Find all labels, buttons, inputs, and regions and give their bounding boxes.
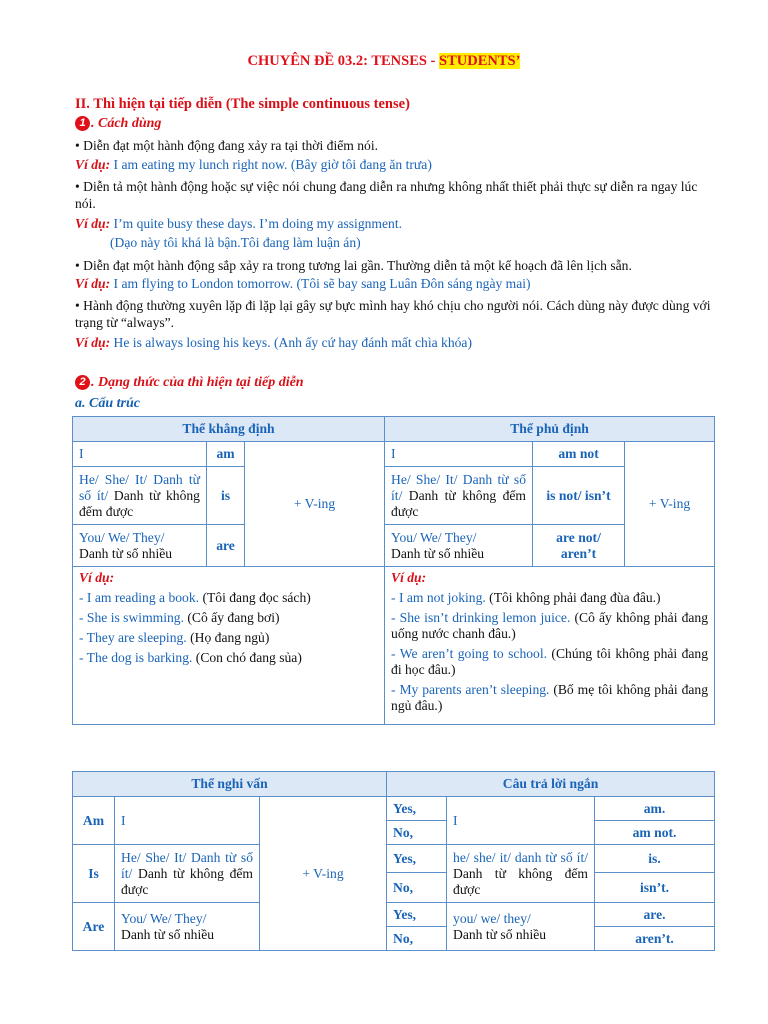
example-2-translation: (Dạo này tôi khá là bận.Tôi đang làm luận án) <box>110 235 361 250</box>
title-prefix: CHUYÊN ĐỀ 03.2: TENSES - <box>247 53 440 69</box>
example-en: - We aren’t going to school. <box>391 646 548 661</box>
header-affirmative: Thể khẳng định <box>73 417 385 442</box>
aff-example <box>79 630 378 646</box>
subject-black: Danh từ không đếm được <box>453 865 589 897</box>
yes-verb: are. <box>595 903 715 927</box>
subject-blue: He/ She/ It/ Danh từ số ít/ <box>391 471 527 503</box>
form-heading <box>75 375 304 391</box>
neg-verb: is not/ isn’t <box>533 467 625 525</box>
neg-verb: are not/ aren’t <box>533 525 625 567</box>
neg-verb: am not <box>533 442 625 467</box>
subject-blue: He/ She/ It/ Danh từ số ít/ <box>79 471 200 503</box>
subject-blue: I <box>453 812 458 828</box>
subject-blue: you/ we/ they/ <box>453 910 531 926</box>
aff-example <box>79 590 378 606</box>
a-subject <box>447 903 595 951</box>
q-ving: + V-ing <box>260 797 387 951</box>
example-text: I am flying to London tomorrow. (Tôi sẽ bay sang Luân Đôn sáng ngày mai) <box>110 276 531 291</box>
subject-blue: I <box>391 446 396 461</box>
subject-blue: He/ She/ It/ Danh từ số ít/ <box>121 849 253 881</box>
neg-example <box>391 646 708 678</box>
subject-black: Danh từ số nhiều <box>121 926 215 942</box>
yes-label: Yes, <box>387 903 447 927</box>
example-vi: (Cô ấy đang bơi) <box>183 610 280 625</box>
aff-verb: is <box>207 467 245 525</box>
aff-verb: are <box>207 525 245 567</box>
example-1 <box>75 157 715 173</box>
bullet-3: • Diễn đạt một hành động sắp xảy ra trong tương lai gần. Thường diễn tả một kế hoạch đã lên lịch sẵn. <box>75 258 632 273</box>
aff-examples <box>73 567 385 725</box>
q-aux: Are <box>73 903 115 951</box>
neg-subject <box>385 442 533 467</box>
example-text: I’m quite busy these days. I’m doing my assignment. <box>110 216 402 231</box>
example-en: - I am not joking. <box>391 590 486 605</box>
aff-subject <box>73 467 207 525</box>
subject-blue: You/ We/ They/ <box>79 529 165 545</box>
example-text: He is always losing his keys. (Anh ấy cứ hay đánh mất chìa khóa) <box>110 335 472 350</box>
structure-table <box>72 416 715 725</box>
subject-blue: he/ she/ it/ danh từ số ít/ <box>453 849 589 865</box>
aff-subject <box>73 442 207 467</box>
example-3 <box>75 276 715 292</box>
subject-black: Danh từ không đếm được <box>121 865 253 897</box>
example-2 <box>75 216 715 232</box>
structure-heading: a. Cấu trúc <box>75 396 140 411</box>
example-vi: (Bố mẹ tôi không phải đang ngủ đâu.) <box>391 682 709 713</box>
q-subject <box>115 845 260 903</box>
yes-label: Yes, <box>387 797 447 821</box>
subject-black: Danh từ không đếm được <box>79 487 200 519</box>
example-label: Ví dụ: <box>75 276 111 291</box>
usage-heading-label: . Cách dùng <box>91 116 162 131</box>
subject-black: Danh từ số nhiều <box>391 545 485 561</box>
a-subject <box>447 797 595 845</box>
example-en: - She isn’t drinking lemon juice. <box>391 610 571 625</box>
subject-black: Danh từ không đếm được <box>391 487 527 519</box>
example-en: - She is swimming. <box>79 610 184 625</box>
bullet-2: • Diễn tả một hành động hoặc sự việc nói chung đang diễn ra nhưng không nhất thiết phải thực sự diễn ra ngay lúc nói. <box>75 179 698 211</box>
header-negative: Thể phủ định <box>385 417 715 442</box>
form-heading-label: . Dạng thức của thì hiện tại tiếp diễn <box>91 375 304 390</box>
document-title <box>0 53 768 70</box>
example-label: Ví dụ: <box>75 157 111 172</box>
example-vi: (Tôi không phải đang đùa đâu.) <box>485 590 661 605</box>
yes-label: Yes, <box>387 845 447 873</box>
subject-blue: I <box>79 446 84 461</box>
yes-verb: is. <box>595 845 715 873</box>
no-verb: isn’t. <box>595 873 715 903</box>
example-en: - The dog is barking. <box>79 650 193 665</box>
q-aux: Am <box>73 797 115 845</box>
example-label: Ví dụ: <box>79 570 115 585</box>
subject-black: Danh từ số nhiều <box>79 545 173 561</box>
example-label: Ví dụ: <box>391 570 427 585</box>
neg-subject <box>385 467 533 525</box>
neg-subject <box>385 525 533 567</box>
aff-example <box>79 610 378 626</box>
neg-examples <box>385 567 715 725</box>
example-en: - They are sleeping. <box>79 630 187 645</box>
example-vi: (Con chó đang sủa) <box>192 650 302 665</box>
q-aux: Is <box>73 845 115 903</box>
example-4 <box>75 335 715 351</box>
neg-example <box>391 610 708 642</box>
neg-example <box>391 590 708 606</box>
neg-example <box>391 682 708 714</box>
a-subject <box>447 845 595 903</box>
number-two-icon: 2 <box>75 375 90 390</box>
number-one-icon: 1 <box>75 116 90 131</box>
no-verb: aren’t. <box>595 927 715 951</box>
aff-subject <box>73 525 207 567</box>
no-label: No, <box>387 873 447 903</box>
bullet-1: • Diễn đạt một hành động đang xảy ra tại thời điểm nói. <box>75 138 379 153</box>
q-subject <box>115 903 260 951</box>
neg-ving: + V-ing <box>625 442 715 567</box>
aff-ving: + V-ing <box>245 442 385 567</box>
no-label: No, <box>387 927 447 951</box>
header-answer: Câu trả lời ngắn <box>387 772 715 797</box>
title-highlight: STUDENTS’ <box>439 53 521 69</box>
example-en: - I am reading a book. <box>79 590 200 605</box>
aff-verb: am <box>207 442 245 467</box>
no-label: No, <box>387 821 447 845</box>
subject-blue: I <box>121 812 126 828</box>
example-vi: (Họ đang ngủ) <box>186 630 270 645</box>
example-label: Ví dụ: <box>75 335 111 350</box>
q-subject <box>115 797 260 845</box>
example-vi: (Chúng tôi không phải đang đi học đâu.) <box>391 646 709 677</box>
subject-black: Danh từ số nhiều <box>453 926 547 942</box>
subject-blue: You/ We/ They/ <box>391 529 477 545</box>
header-question: Thể nghi vấn <box>73 772 387 797</box>
example-vi: (Cô ấy không phải đang uống nước chanh đâu.) <box>391 610 709 641</box>
example-en: - My parents aren’t sleeping. <box>391 682 550 697</box>
yes-verb: am. <box>595 797 715 821</box>
aff-example <box>79 650 378 666</box>
example-text: I am eating my lunch right now. (Bây giờ tôi đang ăn trưa) <box>110 157 432 172</box>
subject-blue: You/ We/ They/ <box>121 910 207 926</box>
example-label: Ví dụ: <box>75 216 111 231</box>
bullet-4: • Hành động thường xuyên lặp đi lặp lại gây sự bực mình hay khó chịu cho người nói. Cách dùng này được dùng với trạng từ “always”. <box>75 298 711 330</box>
question-table <box>72 771 715 951</box>
no-verb: am not. <box>595 821 715 845</box>
section-heading: II. Thì hiện tại tiếp diễn (The simple continuous tense) <box>75 96 410 112</box>
example-vi: (Tôi đang đọc sách) <box>199 590 311 605</box>
usage-heading <box>75 116 161 132</box>
